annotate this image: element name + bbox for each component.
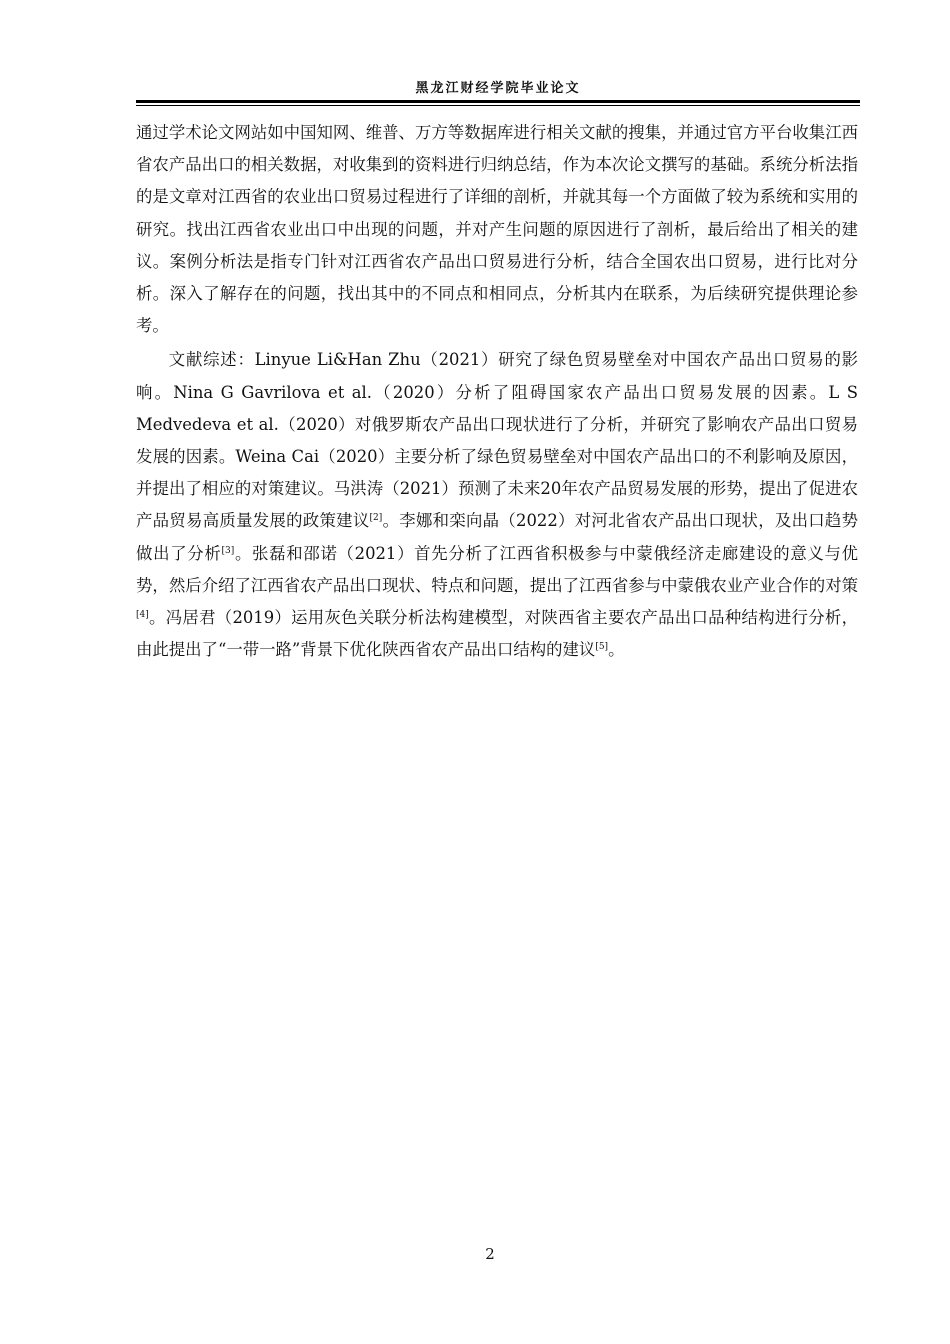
citation-4: [4]	[136, 610, 149, 621]
page-number: 2	[485, 1245, 495, 1263]
literature-review-text-1: 文献综述：Linyue Li&Han Zhu（2021）研究了绿色贸易壁垒对中国农产品出口贸易的影响。Nina G Gavrilova et al.（2020）分析了阻碍国家农产品出口贸易发展的因素。L S Medvedeva et al.（2020）对俄罗斯农产品出口现状进行了分析，并研究了影响农产品出口贸易发展的因素。Weina Cai（2020）主要分析了绿色贸易壁垒对中国农产品出口的不利影响及原因，并提出了相应的对策建议。马洪涛（2021）预测了未来20年农产品贸易发展的形势，提出了促进农产品贸易高质量发展的政策建议	[136, 350, 858, 531]
literature-review-text-5: 。	[608, 640, 625, 660]
body-text	[136, 117, 858, 666]
citation-5: [5]	[595, 642, 609, 653]
citation-2: [2]	[369, 513, 383, 524]
literature-review-text-3: 。张磊和邵诺（2021）首先分析了江西省积极参与中蒙俄经济走廊建设的意义与优势，然后介绍了江西省农产品出口现状、特点和问题，提出了江西省参与中蒙俄农业产业合作的对策	[136, 543, 859, 595]
citation-3: [3]	[221, 545, 235, 556]
page-header-title: 黑龙江财经学院毕业论文	[415, 81, 581, 96]
literature-review-text-4: 。冯居君（2019）运用灰色关联分析法构建模型，对陕西省主要农产品出口品种结构进行分析，由此提出了“一带一路”背景下优化陕西省农产品出口结构的建议	[136, 608, 858, 660]
paragraph-literature-review	[136, 344, 858, 666]
paragraph-methods: 通过学术论文网站如中国知网、维普、万方等数据库进行相关文献的搜集，并通过官方平台收集江西省农产品出口的相关数据，对收集到的资料进行归纳总结，作为本次论文撰写的基础。系统分析法指的是文章对江西省的农业出口贸易过程进行了详细的剖析，并就其每一个方面做了较为系统和实用的研究。找出江西省农业出口中出现的问题，并对产生问题的原因进行了剖析，最后给出了相关的建议。案例分析法是指专门针对江西省农产品出口贸易进行分析，结合全国农出口贸易，进行比对分析。深入了解存在的问题，找出其中的不同点和相同点，分析其内在联系，为后续研究提供理论参考。	[136, 123, 858, 336]
header-rule-thin	[136, 105, 860, 106]
header-rule-thick	[136, 100, 860, 103]
literature-review-text-2: 。李娜和栾向晶（2022）对河北省农产品出口现状，及出口趋势做出了分析	[136, 511, 859, 563]
